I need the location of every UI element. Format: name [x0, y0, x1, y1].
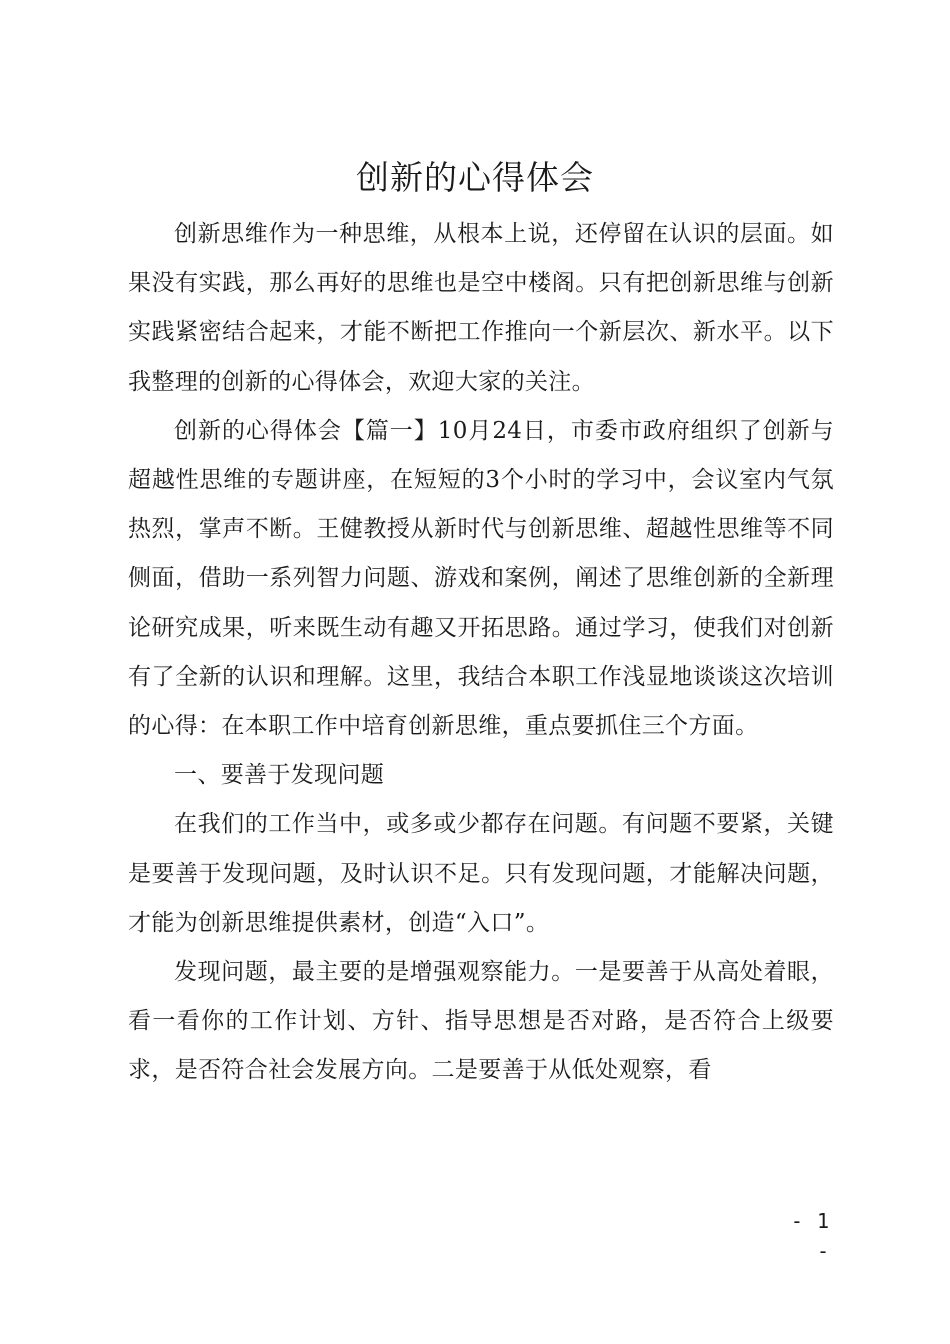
paragraph-intro: 创新思维作为一种思维，从根本上说，还停留在认识的层面。如果没有实践，那么再好的思维也是空中楼阁。只有把创新思维与创新实践紧密结合起来，才能不断把工作推向一个新层次、新水平。以下我整理的创新的心得体会，欢迎大家的关注。: [128, 221, 834, 395]
document-body: [128, 210, 834, 1096]
section-heading: 一、要善于发现问题: [174, 762, 385, 789]
document-title: 创新的心得体会: [356, 158, 594, 197]
paragraph-problems: 在我们的工作当中，或多或少都存在问题。有问题不要紧，关键是要善于发现问题，及时认识不足。只有发现问题，才能解决问题，才能为创新思维提供素材，创造“入口”。: [128, 811, 834, 936]
paragraph-observation: 发现问题，最主要的是增强观察能力。一是要善于从高处着眼，看一看你的工作计划、方针、指导思想是否对路，是否符合上级要求，是否符合社会发展方向。二是要善于从低处观察，看: [128, 959, 834, 1084]
page-number: - 1 -: [790, 1209, 830, 1263]
paragraph-part-one: 创新的心得体会【篇一】10月24日，市委市政府组织了创新与超越性思维的专题讲座，在短短的3个小时的学习中，会议室内气氛热烈，掌声不断。王健教授从新时代与创新思维、超越性思维等不同侧面，借助一系列智力问题、游戏和案例，阐述了思维创新的全新理论研究成果，听来既生动有趣又开拓思路。通过学习，使我们对创新有了全新的认识和理解。这里，我结合本职工作浅显地谈谈这次培训的心得：在本职工作中培育创新思维，重点要抓住三个方面。: [128, 417, 834, 740]
